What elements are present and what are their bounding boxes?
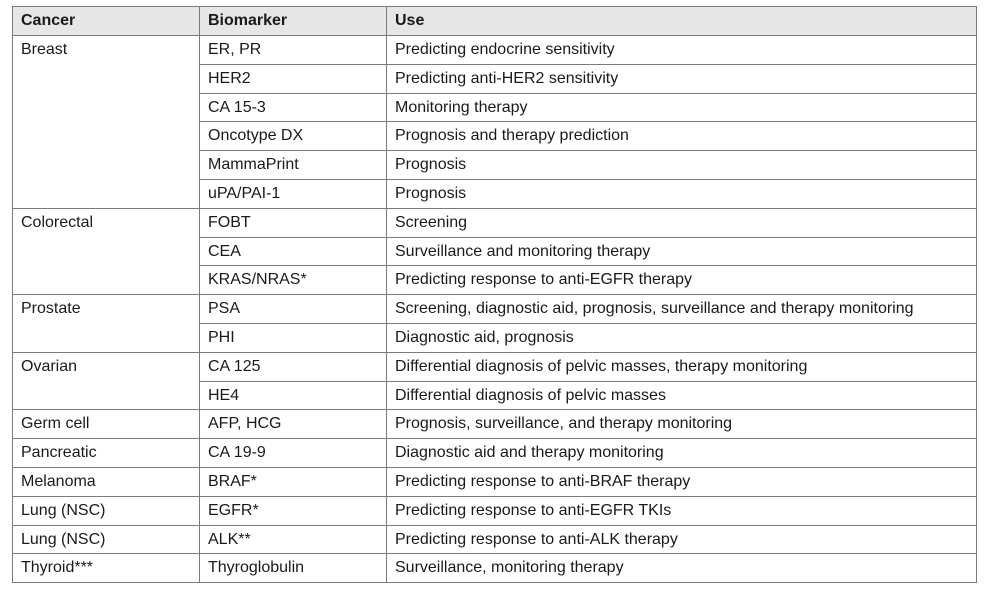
biomarker-cell: ER, PR	[200, 36, 387, 65]
table-row	[13, 295, 977, 324]
biomarker-table	[12, 6, 977, 583]
table-row	[13, 554, 977, 583]
biomarker-cell: FOBT	[200, 208, 387, 237]
use-cell: Predicting response to anti-ALK therapy	[387, 525, 977, 554]
cancer-cell: Thyroid***	[13, 554, 200, 583]
use-cell: Surveillance and monitoring therapy	[387, 237, 977, 266]
cancer-cell: Colorectal	[13, 208, 200, 294]
table-row	[13, 36, 977, 65]
use-cell: Screening, diagnostic aid, prognosis, surveillance and therapy monitoring	[387, 295, 977, 324]
header-cancer: Cancer	[13, 7, 200, 36]
biomarker-cell: CA 15-3	[200, 93, 387, 122]
table-row	[13, 467, 977, 496]
biomarker-cell: CEA	[200, 237, 387, 266]
table-row	[13, 410, 977, 439]
biomarker-cell: CA 125	[200, 352, 387, 381]
biomarker-cell: BRAF*	[200, 467, 387, 496]
table-row	[13, 525, 977, 554]
use-cell: Prognosis, surveillance, and therapy monitoring	[387, 410, 977, 439]
use-cell: Prognosis and therapy prediction	[387, 122, 977, 151]
biomarker-cell: uPA/PAI-1	[200, 179, 387, 208]
use-cell: Monitoring therapy	[387, 93, 977, 122]
biomarker-cell: AFP, HCG	[200, 410, 387, 439]
cancer-cell: Breast	[13, 36, 200, 209]
header-use: Use	[387, 7, 977, 36]
header-row	[13, 7, 977, 36]
biomarker-cell: CA 19-9	[200, 439, 387, 468]
use-cell: Prognosis	[387, 179, 977, 208]
use-cell: Differential diagnosis of pelvic masses	[387, 381, 977, 410]
biomarker-cell: EGFR*	[200, 496, 387, 525]
biomarker-cell: HER2	[200, 64, 387, 93]
biomarker-cell: Oncotype DX	[200, 122, 387, 151]
cancer-cell: Germ cell	[13, 410, 200, 439]
use-cell: Predicting response to anti-BRAF therapy	[387, 467, 977, 496]
use-cell: Predicting response to anti-EGFR therapy	[387, 266, 977, 295]
table-row	[13, 439, 977, 468]
cancer-cell: Pancreatic	[13, 439, 200, 468]
biomarker-cell: KRAS/NRAS*	[200, 266, 387, 295]
use-cell: Diagnostic aid, prognosis	[387, 323, 977, 352]
biomarker-cell: PHI	[200, 323, 387, 352]
use-cell: Predicting endocrine sensitivity	[387, 36, 977, 65]
use-cell: Screening	[387, 208, 977, 237]
table-row	[13, 496, 977, 525]
cancer-cell: Lung (NSC)	[13, 525, 200, 554]
biomarker-cell: ALK**	[200, 525, 387, 554]
use-cell: Surveillance, monitoring therapy	[387, 554, 977, 583]
table-body	[13, 36, 977, 583]
cancer-cell: Lung (NSC)	[13, 496, 200, 525]
use-cell: Predicting response to anti-EGFR TKIs	[387, 496, 977, 525]
table-row	[13, 208, 977, 237]
cancer-cell: Ovarian	[13, 352, 200, 410]
use-cell: Prognosis	[387, 151, 977, 180]
use-cell: Predicting anti-HER2 sensitivity	[387, 64, 977, 93]
use-cell: Diagnostic aid and therapy monitoring	[387, 439, 977, 468]
biomarker-cell: Thyroglobulin	[200, 554, 387, 583]
table-row	[13, 352, 977, 381]
use-cell: Differential diagnosis of pelvic masses, therapy monitoring	[387, 352, 977, 381]
header-biomarker: Biomarker	[200, 7, 387, 36]
biomarker-cell: HE4	[200, 381, 387, 410]
biomarker-cell: PSA	[200, 295, 387, 324]
biomarker-cell: MammaPrint	[200, 151, 387, 180]
cancer-cell: Melanoma	[13, 467, 200, 496]
cancer-cell: Prostate	[13, 295, 200, 353]
